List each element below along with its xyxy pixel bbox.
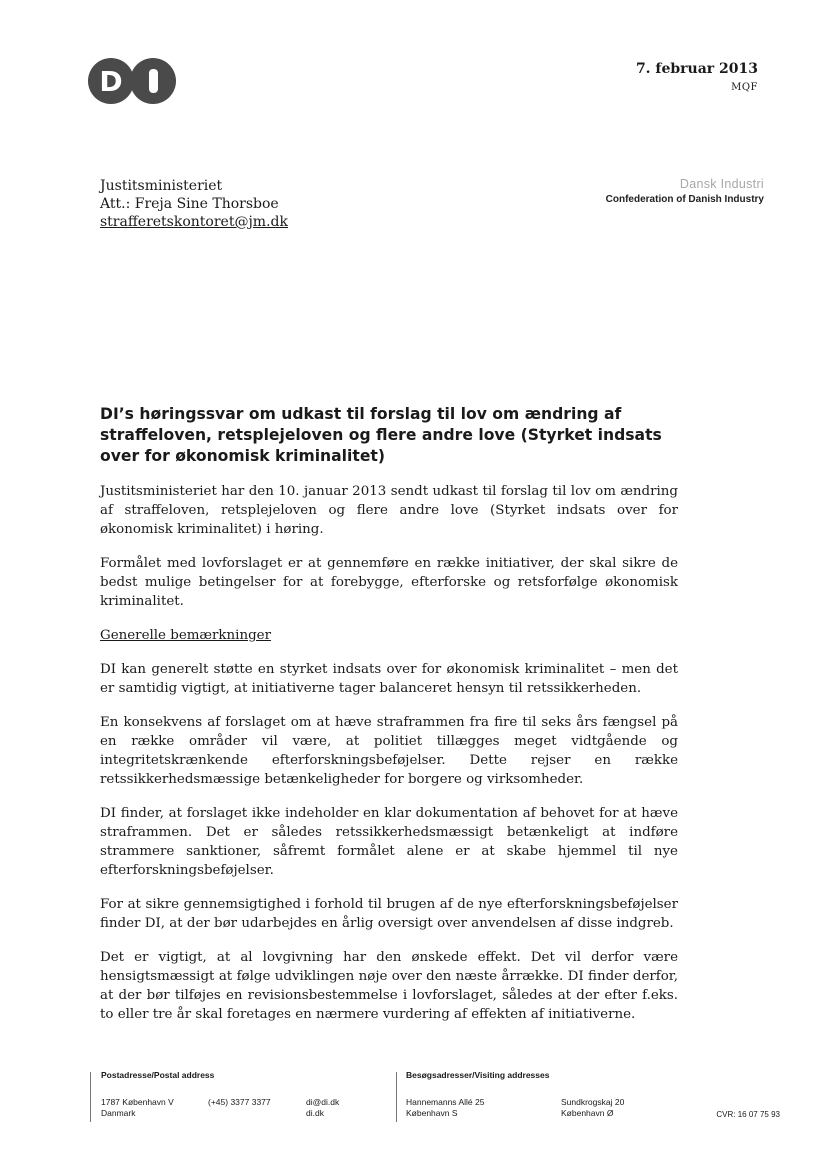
document-body bbox=[100, 482, 678, 1039]
footer-visiting-title-col bbox=[406, 1070, 549, 1080]
footer-address-1-street: Hannemanns Allé 25 bbox=[406, 1097, 485, 1107]
footer-postal-country: Danmark bbox=[101, 1108, 136, 1118]
footer-phone: (+45) 3377 3377 bbox=[208, 1097, 271, 1107]
recipient-block bbox=[100, 177, 288, 231]
footer-postal-title-col bbox=[101, 1070, 214, 1080]
reference-initials: MQF bbox=[731, 82, 758, 93]
di-logo bbox=[88, 58, 174, 104]
paragraph-4: En konsekvens af forslaget om at hæve straframmen fra fire til seks års fængsel på en række områder vil være, at politiet tillægges meget vidtgående og integritetskrænkende efterforskningsbeføjelser. Dette rejser en række retssikkerhedsmæssige betænkeligheder for borgere og virksomheder. bbox=[100, 715, 678, 787]
footer-address-2-city: København Ø bbox=[561, 1108, 614, 1118]
footer-email[interactable]: di@di.dk bbox=[306, 1097, 340, 1107]
paragraph-3: DI kan generelt støtte en styrket indsats over for økonomisk kriminalitet – men det er samtidig vigtigt, at initiativerne tager balanceret hensyn til retssikkerheden. bbox=[100, 662, 678, 696]
footer-divider-right bbox=[396, 1072, 397, 1122]
recipient-attention: Att.: Freja Sine Thorsboe bbox=[100, 196, 279, 212]
footer-visiting-title: Besøgsadresser/Visiting addresses bbox=[406, 1070, 550, 1080]
footer-divider-left bbox=[90, 1072, 91, 1122]
logo-i-bar bbox=[149, 69, 158, 93]
paragraph-5: DI finder, at forslaget ikke indeholder en klar dokumentation af behovet for at hæve straframmen. Det er således retssikkerhedsmæssigt betænkeligt at indføre strammere sanktioner, såfremt formålet alene er at skabe hjemmel til nye efterforskningsbeføjelser. bbox=[100, 806, 678, 878]
recipient-name: Justitsministeriet bbox=[100, 178, 223, 194]
logo-i-circle bbox=[130, 58, 176, 104]
footer-visiting-address-2 bbox=[561, 1097, 624, 1119]
paragraph-1: Justitsministeriet har den 10. januar 2013 sendt udkast til forslag til lov om ændring af straffeloven, retsplejeloven og flere andre love (Styrket indsats over for økonomisk kriminalitet) i høring. bbox=[100, 484, 678, 537]
footer-phone-col bbox=[208, 1097, 271, 1108]
section-subheading: Generelle bemærkninger bbox=[100, 628, 271, 643]
footer-postal-title: Postadresse/Postal address bbox=[101, 1070, 215, 1080]
footer-contact-col bbox=[306, 1097, 339, 1119]
document-heading: DI’s høringssvar om udkast til forslag til lov om ændring af straffeloven, retsplejeloven og flere andre love (Styrket indsats over for økonomisk kriminalitet) bbox=[100, 405, 662, 465]
company-name: Dansk Industri bbox=[679, 177, 764, 191]
paragraph-2: Formålet med lovforslaget er at gennemføre en række initiativer, der skal sikre de bedst mulige betingelser for at forebygge, efterforske og retsforfølge økonomisk kriminalitet. bbox=[100, 556, 678, 609]
footer-postal-city: 1787 København V bbox=[101, 1097, 174, 1107]
footer-cvr-number: CVR: 16 07 75 93 bbox=[716, 1110, 780, 1119]
recipient-email-link[interactable]: strafferetskontoret@jm.dk bbox=[100, 214, 288, 230]
logo-letter-d: D bbox=[99, 64, 123, 98]
logo-d-circle bbox=[88, 58, 134, 104]
paragraph-6: For at sikre gennemsigtighed i forhold til brugen af de nye efterforskningsbeføjelser finder DI, at der bør udarbejdes en årlig oversigt over anvendelsen af disse indgreb. bbox=[100, 897, 678, 931]
company-block bbox=[606, 177, 764, 205]
footer-address-2-street: Sundkrogskaj 20 bbox=[561, 1097, 625, 1107]
company-english-name: Confederation of Danish Industry bbox=[605, 194, 764, 205]
footer-address-1-city: København S bbox=[406, 1108, 458, 1118]
document-date: 7. februar 2013 bbox=[635, 61, 758, 77]
paragraph-7: Det er vigtigt, at al lovgivning har den ønskede effekt. Det vil derfor være hensigtsmæssigt at følge udviklingen nøje over den næste årrække. DI finder derfor, at der bør tilføjes en revisionsbestemmelse i lovforslaget, således at der efter f.eks. to eller tre år skal foretages en nærmere vurdering af effekten af initiativerne. bbox=[100, 950, 678, 1022]
footer-website[interactable]: di.dk bbox=[306, 1108, 324, 1118]
footer-visiting-address-1 bbox=[406, 1097, 484, 1119]
footer-postal-address bbox=[101, 1097, 174, 1119]
letter-footer bbox=[90, 1070, 780, 1130]
